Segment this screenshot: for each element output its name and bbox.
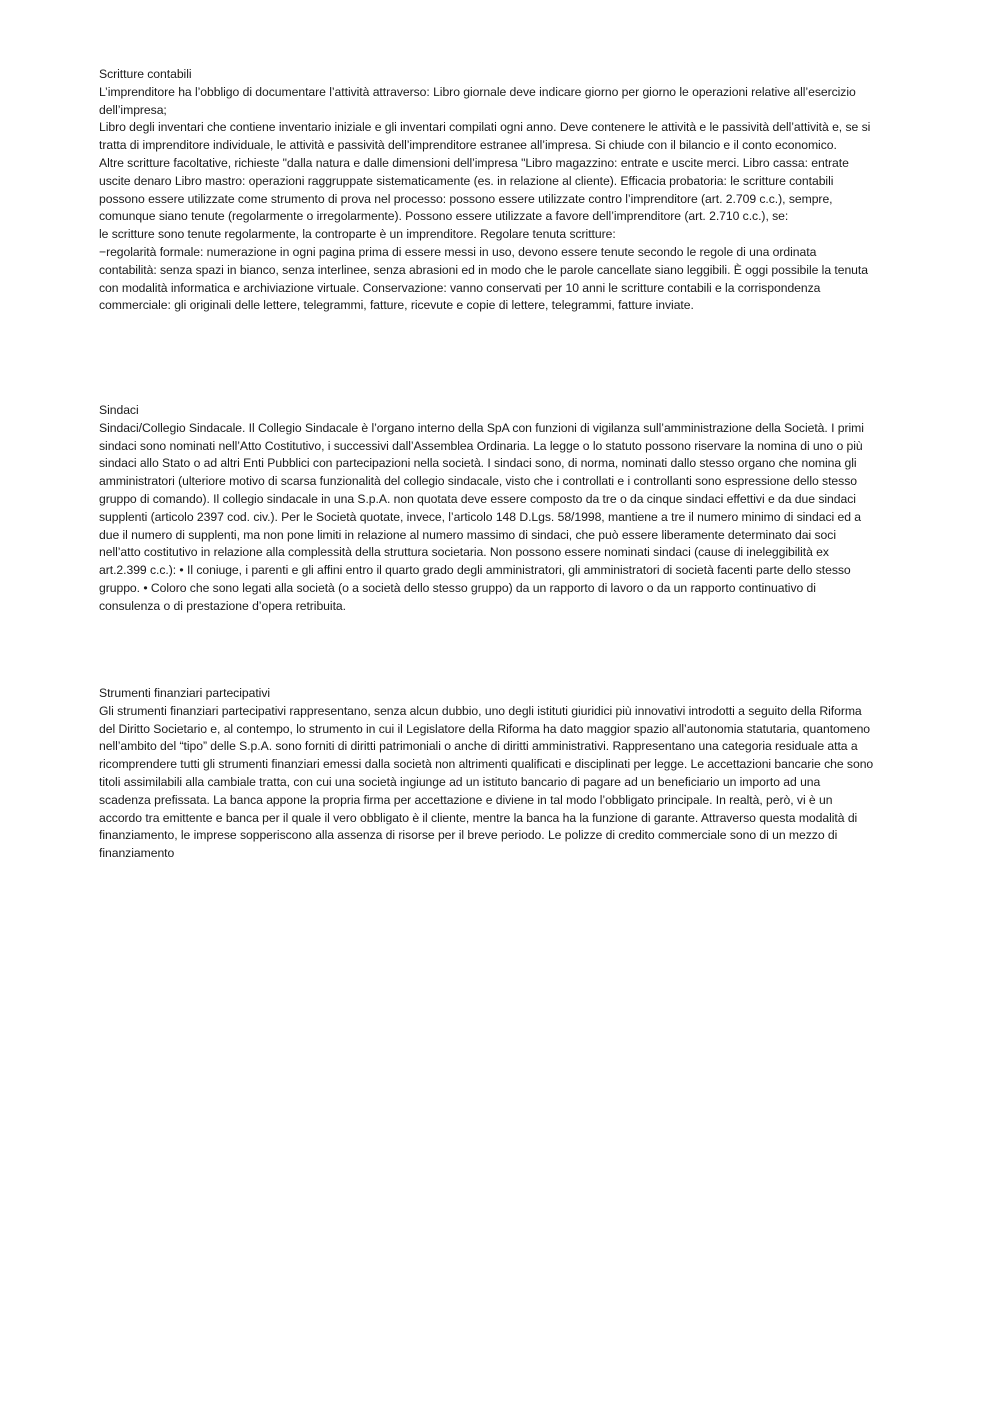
paragraph: Gli strumenti finanziari partecipativi rappresentano, senza alcun dubbio, uno degli istituti giuridici più innovativi introdotti a seguito della Riforma del Diritto Societario e, al contempo, lo strumento in cui il Legislatore della Riforma ha dato maggior spazio all’autonomia statutaria, quantomeno nell’ambito del “tipo” delle S.p.A. sono forniti di diritti patrimoniali o anche di diritti amministrativi. Rappresentano una categoria residuale atta a ricomprendere tutti gli strumenti finanziari emessi dalla società non altrimenti qualificati e disciplinati per legge. Le accettazioni bancarie che sono titoli assimilabili alla cambiale tratta, con cui una società ingiunge ad un istituto bancario di pagare ad un beneficiario un importo ad una scadenza prefissata. La banca appone la propria firma per accettazione e diviene in tal modo l’obbligato principale. In realtà, però, vi è un accordo tra emittente e banca per il quale il vero obbligato è il cliente, mentre la banca ha la funzione di garante. Attraverso questa modalità di finanziamento, le imprese sopperiscono alla assenza di risorse per il breve periodo. Le polizze di credito commerciale sono di un mezzo di finanziamento	[99, 703, 874, 861]
paragraph: Sindaci/Collegio Sindacale. Il Collegio Sindacale è l’organo interno della SpA con funzioni di vigilanza sull’amministrazione della Società. I primi sindaci sono nominati nell’Atto Costitutivo, i successivi dall’Assemblea Ordinaria. La legge o lo statuto possono riservare la nomina di uno o più sindaci allo Stato o ad altri Enti Pubblici con partecipazioni nella società. I sindaci sono, di norma, nominati dallo stesso organo che nomina gli amministratori (ulteriore motivo di scarsa funzionalità del collegio sindacale, visto che i controllati e i controllanti sono espressione dello stesso gruppo di comando). Il collegio sindacale in una S.p.A. non quotata deve essere composto da tre o da cinque sindaci effettivi e da due sindaci supplenti (articolo 2397 cod. civ.). Per le Società quotate, invece, l’articolo 148 D.Lgs. 58/1998, mantiene a tre il numero minimo di sindaci ed a due il numero di supplenti, ma non pone limiti in relazione al numero massimo di sindaci, che può essere liberamente determinato dai soci nell’atto costitutivo in relazione alla complessità della struttura societaria. Non possono essere nominati sindaci (cause di ineleggibilità ex art.2.399 c.c.): • Il coniuge, i parenti e gli affini entro il quarto grado degli amministratori, gli amministratori di società facenti parte dello stesso gruppo. • Coloro che sono legati alla società (o a società dello stesso gruppo) da un rapporto di lavoro o da un rapporto continuativo di consulenza o di prestazione d’opera retribuita.	[99, 420, 864, 613]
paragraph: le scritture sono tenute regolarmente, la controparte è un imprenditore. Regolare tenuta scritture:	[99, 227, 616, 242]
section-title: Strumenti finanziari partecipativi	[99, 686, 271, 700]
section-title: Scritture contabili	[99, 67, 192, 81]
paragraph: Libro degli inventari che contiene inventario iniziale e gli inventari compilati ogni anno. Deve contenere le attività e le passività dell’attività e, se si tratta di imprenditore individuale, le attività e passività dell’imprenditore estranee all’impresa. Si chiude con il bilancio e il conto economico.	[99, 120, 871, 153]
paragraph: −regolarità formale: numerazione in ogni pagina prima di essere messi in uso, devono essere tenute secondo le regole di una ordinata contabilità: senza spazi in bianco, senza interlinee, senza abrasioni ed in modo che le parole cancellate siano leggibili. È oggi possibile la tenuta con modalità informatica e archiviazione virtuale. Conservazione: vanno conservati per 10 anni le scritture contabili e la corrispondenza commerciale: gli originali delle lettere, telegrammi, fatture, ricevute e copie di lettere, telegrammi, fatture inviate.	[99, 244, 868, 313]
section-strumenti-finanziari	[99, 685, 874, 863]
paragraph: L’imprenditore ha l’obbligo di documentare l’attività attraverso: Libro giornale deve indicare giorno per giorno le operazioni relative all’esercizio dell’impresa;	[99, 84, 856, 117]
section-title: Sindaci	[99, 403, 139, 417]
section-sindaci	[99, 402, 874, 616]
paragraph: Altre scritture facoltative, richieste "dalla natura e dalle dimensioni dell’impresa "Libro magazzino: entrate e uscite merci. Libro cassa: entrate uscite denaro Libro mastro: operazioni raggruppate sistematicamente (es. in relazione al cliente). Efficacia probatoria: le scritture contabili possono essere utilizzate come strumento di prova nel processo: possono essere utilizzate contro l’imprenditore (art. 2.709 c.c.), sempre, comunque siano tenute (regolarmente o irregolarmente). Possono essere utilizzate a favore dell’imprenditore (art. 2.710 c.c.), se:	[99, 155, 849, 224]
section-scritture-contabili	[99, 66, 874, 315]
